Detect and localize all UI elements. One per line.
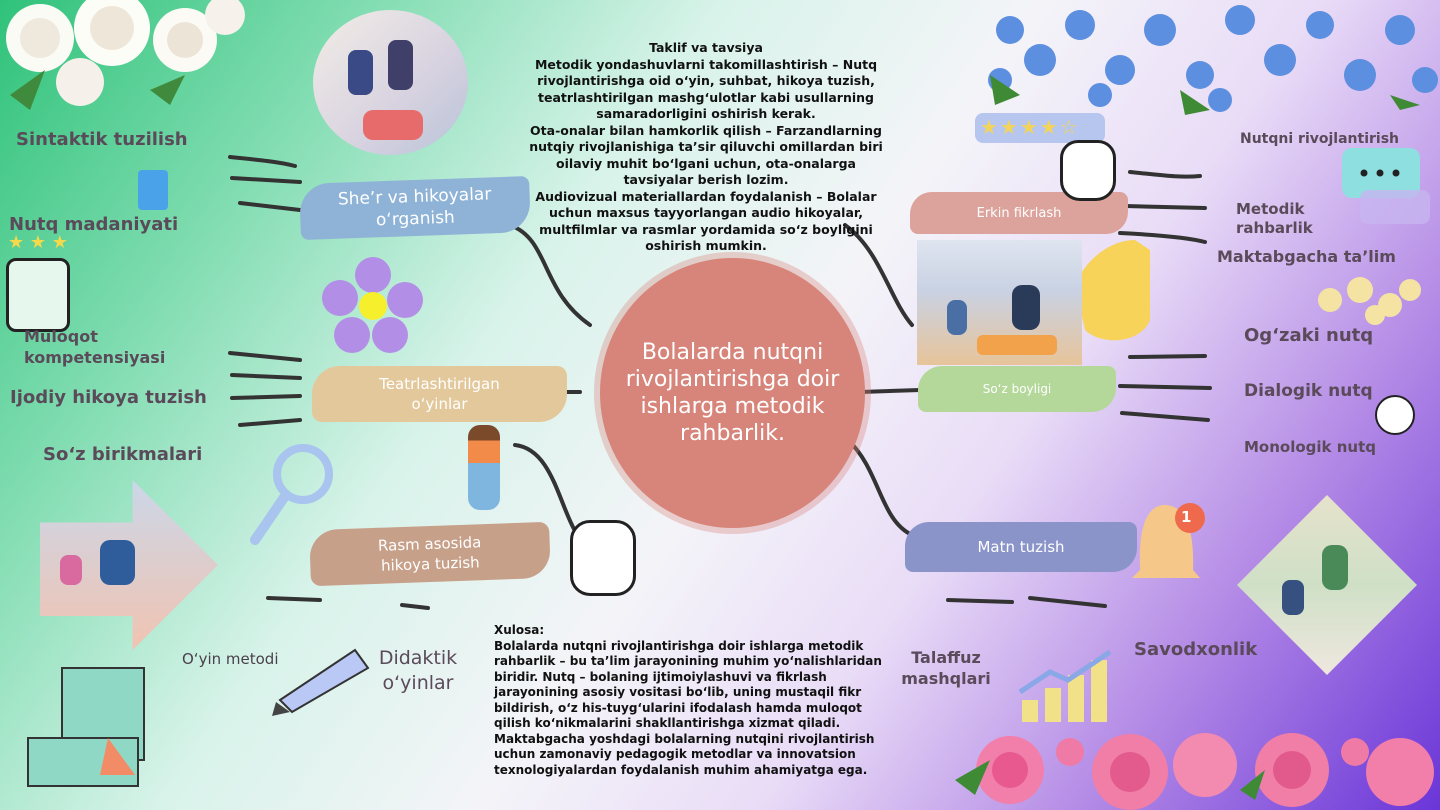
blob-soz-boyligi-text: So‘z boyligi xyxy=(982,382,1052,396)
conclusion-text: Bolalarda nutqni rivojlantirishga doir ishlarga metodik rahbarlik – bu ta’lim jarayonining muhim yo‘nalishlaridan biridir. Nutq – bolaning ijtimoiylashuvi va fikrlash jarayonining asosiy vositasi bo‘lib, uning mustaqil fikr bildirish, o‘z his-tuyg‘ularini ifodalash hamda muloqot qilish ko‘nikmalarini shakllantirishga xizmat qiladi. Maktabgacha yoshdagi bolalarning nutqini rivojlantirish uchun zamonaviy pedagogik metodlar va innovatsion texnologiyalardan foydalanish muhim ahamiyatga ega. xyxy=(494,638,882,777)
recommendations-block xyxy=(528,40,884,255)
cleaning-woman-icon xyxy=(468,425,500,510)
label-ogzaki-nutq: Og‘zaki nutq xyxy=(1244,325,1374,346)
bell-decoration xyxy=(1132,503,1205,578)
stars-icon: ★ ★ ★ xyxy=(8,232,68,253)
blob-matn-text: Matn tuzish xyxy=(977,538,1065,556)
teacher-children-photo xyxy=(917,240,1082,365)
recommendation-paragraph: Metodik yondashuvlarni takomillashtirish – Nutq rivojlantirishga oid o‘yin, suhbat, hikoya tuzish, teatrlashtirilgan mashg‘ulotlar kabi usullarning samaradorligini oshirish kerak. xyxy=(534,56,878,121)
pointing-hand-icon xyxy=(1060,140,1116,201)
chat-bubble-decoration xyxy=(1342,148,1430,224)
growth-chart-decoration xyxy=(1020,652,1110,722)
label-monologik-nutq: Monologik nutq xyxy=(1244,438,1377,456)
blob-soz-boyligi xyxy=(918,366,1116,412)
label-muloqot: Muloqot kompetensiyasi xyxy=(24,327,166,367)
label-savodxonlik: Savodxonlik xyxy=(1134,639,1258,660)
label-ijodiy: Ijodiy hikoya tuzish xyxy=(10,387,207,408)
notes-decoration xyxy=(28,668,144,786)
label-didaktik: Didaktik o‘yinlar xyxy=(378,647,458,694)
blob-matn-tuzish xyxy=(905,522,1137,572)
purple-flower-decoration xyxy=(322,257,423,353)
central-topic xyxy=(600,258,865,528)
recommendation-paragraph: Ota-onalar bilan hamkorlik qilish – Farzandlarning nutqiy rivojlanishiga ta’sir qiluvchi omillardan biri oilaviy muhit bo‘lgani uchun, ota-onalarga tavsiyalar berish lozim. xyxy=(529,122,883,187)
label-metodik-rahbarlik: Metodik rahbarlik xyxy=(1236,200,1313,237)
yellow-flowers-decoration xyxy=(1318,277,1421,325)
blob-rasm-asosida xyxy=(309,522,551,586)
pink-roses-decoration xyxy=(955,733,1434,810)
classroom-photo-circle xyxy=(313,10,468,155)
recommendations-heading: Taklif va tavsiya xyxy=(649,40,763,55)
blob-erkin-text: Erkin fikrlash xyxy=(976,205,1062,221)
label-dialogik-nutq: Dialogik nutq xyxy=(1244,381,1373,401)
label-soz-birikmalari: So‘z birikmalari xyxy=(43,444,203,465)
star-rating-icon: ★★★★☆ xyxy=(980,115,1080,139)
blob-sher-hikoyalar xyxy=(299,176,531,240)
thumbs-up-icon xyxy=(6,258,70,332)
label-sintaktik: Sintaktik tuzilish xyxy=(16,129,188,150)
label-nutq-madaniyati: Nutq madaniyati xyxy=(9,214,179,235)
blob-rasm-text: Rasm asosida hikoya tuzish xyxy=(377,533,482,575)
pencil-cup-icon xyxy=(138,170,168,210)
label-nutqni-rivojlantirish: Nutqni rivojlantirish xyxy=(1240,131,1399,147)
conclusion-block xyxy=(494,623,902,778)
label-talaffuz: Talaffuz mashqlari xyxy=(901,648,991,688)
notification-badge: 1 xyxy=(1181,508,1192,526)
label-oyin-metodi: O‘yin metodi xyxy=(182,650,279,668)
blob-teatr-text: Teatrlashtirilgan o‘yinlar xyxy=(379,375,500,413)
magnifier-decoration xyxy=(255,448,329,540)
blob-teatr xyxy=(312,366,567,422)
label-maktabgacha: Maktabgacha ta’lim xyxy=(1217,247,1396,266)
ok-hand-decoration xyxy=(1075,240,1150,340)
blob-sher-text: She’r va hikoyalar o‘rganish xyxy=(337,184,492,231)
pen-decoration xyxy=(272,650,368,716)
recommendation-paragraph: Audiovizual materiallardan foydalanish – Bolalar uchun maxsus tayyorlangan audio hikoyalar, multfilmlar va rasmlar yordamida so‘z boyligini oshirish mumkin. xyxy=(535,188,877,253)
conclusion-heading: Xulosa: xyxy=(494,623,545,637)
central-topic-text: Bolalarda nutqni rivojlantirishga doir ishlarga metodik rahbarlik. xyxy=(625,340,840,446)
blue-flowers-decoration xyxy=(988,5,1438,115)
roses-top-left-decoration xyxy=(6,0,245,110)
waving-hand-icon xyxy=(570,520,636,596)
feather-pen-icon xyxy=(1375,395,1415,435)
